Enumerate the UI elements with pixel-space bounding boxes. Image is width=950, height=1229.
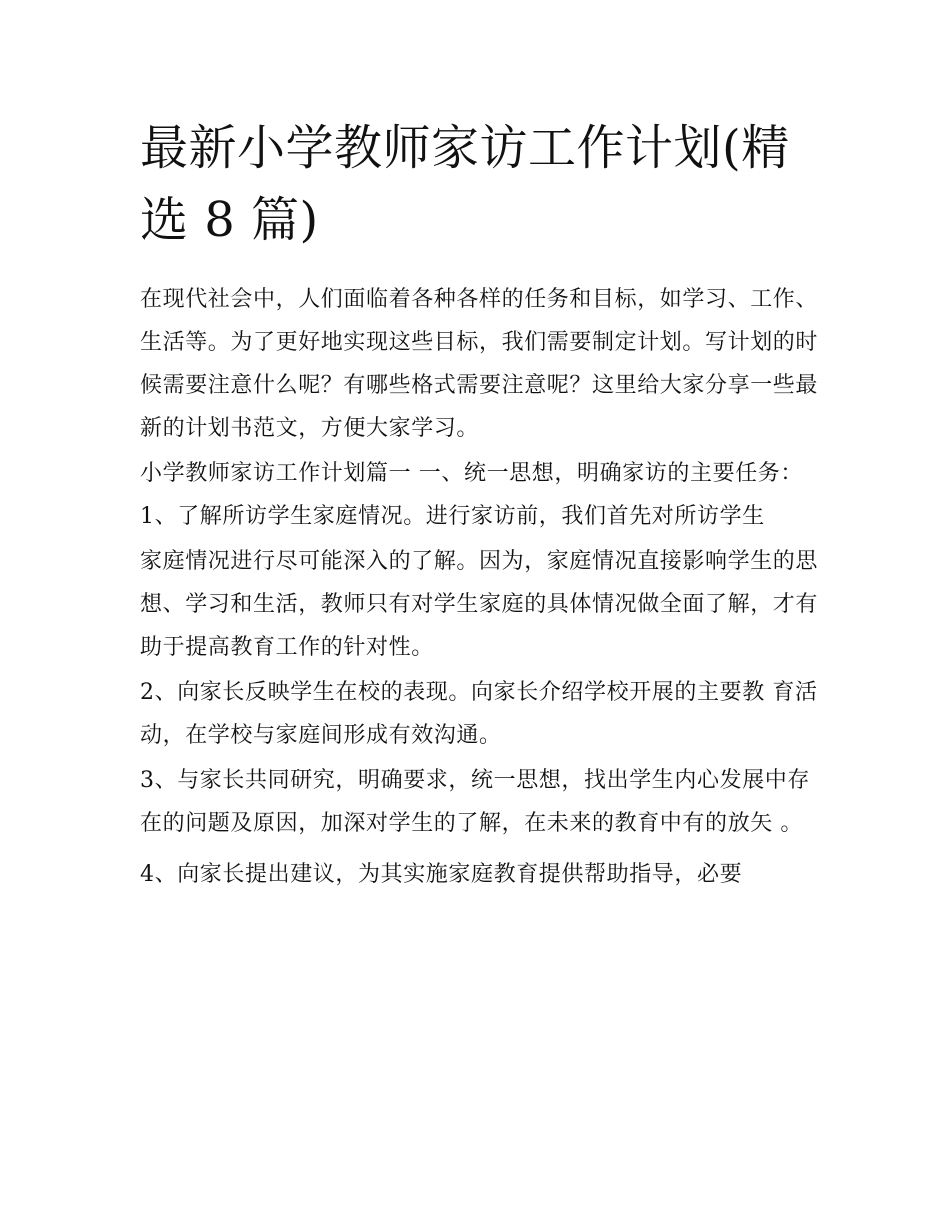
document-title: 最新小学教师家访工作计划(精选 8 篇) — [140, 120, 790, 248]
paragraph-item-4: 4、向家长提出建议，为其实施家庭教育提供帮助指导，必要 — [140, 862, 743, 887]
paragraph-intro: 在现代社会中，人们面临着各种各样的任务和目标，如学习、工作、生活等。为了更好地实现这些目标，我们需要制定计划。写计划的时候需要注意什么呢？有哪些格式需要注意呢？这里给大家分享一些最新的计划书范文，方便大家学习。 — [140, 287, 819, 441]
document-body — [140, 278, 826, 898]
paragraph-item-3: 3、与家长共同研究，明确要求，统一思想，找出学生内心发展中存在的问题及原因，加深对学生的了解，在未来的教育中有的放矢 。 — [140, 768, 810, 836]
paragraph-family-situation: 家庭情况进行尽可能深入的了解。因为，家庭情况直接影响学生的思想、学习和生活，教师只有对学生家庭的具体情况做全面了解，才有 助于提高教育工作的针对性。 — [140, 549, 826, 660]
paragraph-plan-one: 小学教师家访工作计划篇一 一、统一思想，明确家访的主要任务： 1、了解所访学生家庭情况。进行家访前，我们首先对所访学生 — [140, 461, 811, 529]
paragraph-item-2: 2、向家长反映学生在校的表现。向家长介绍学校开展的主要教 育活动，在学校与家庭间形成有效沟通。 — [140, 680, 818, 748]
